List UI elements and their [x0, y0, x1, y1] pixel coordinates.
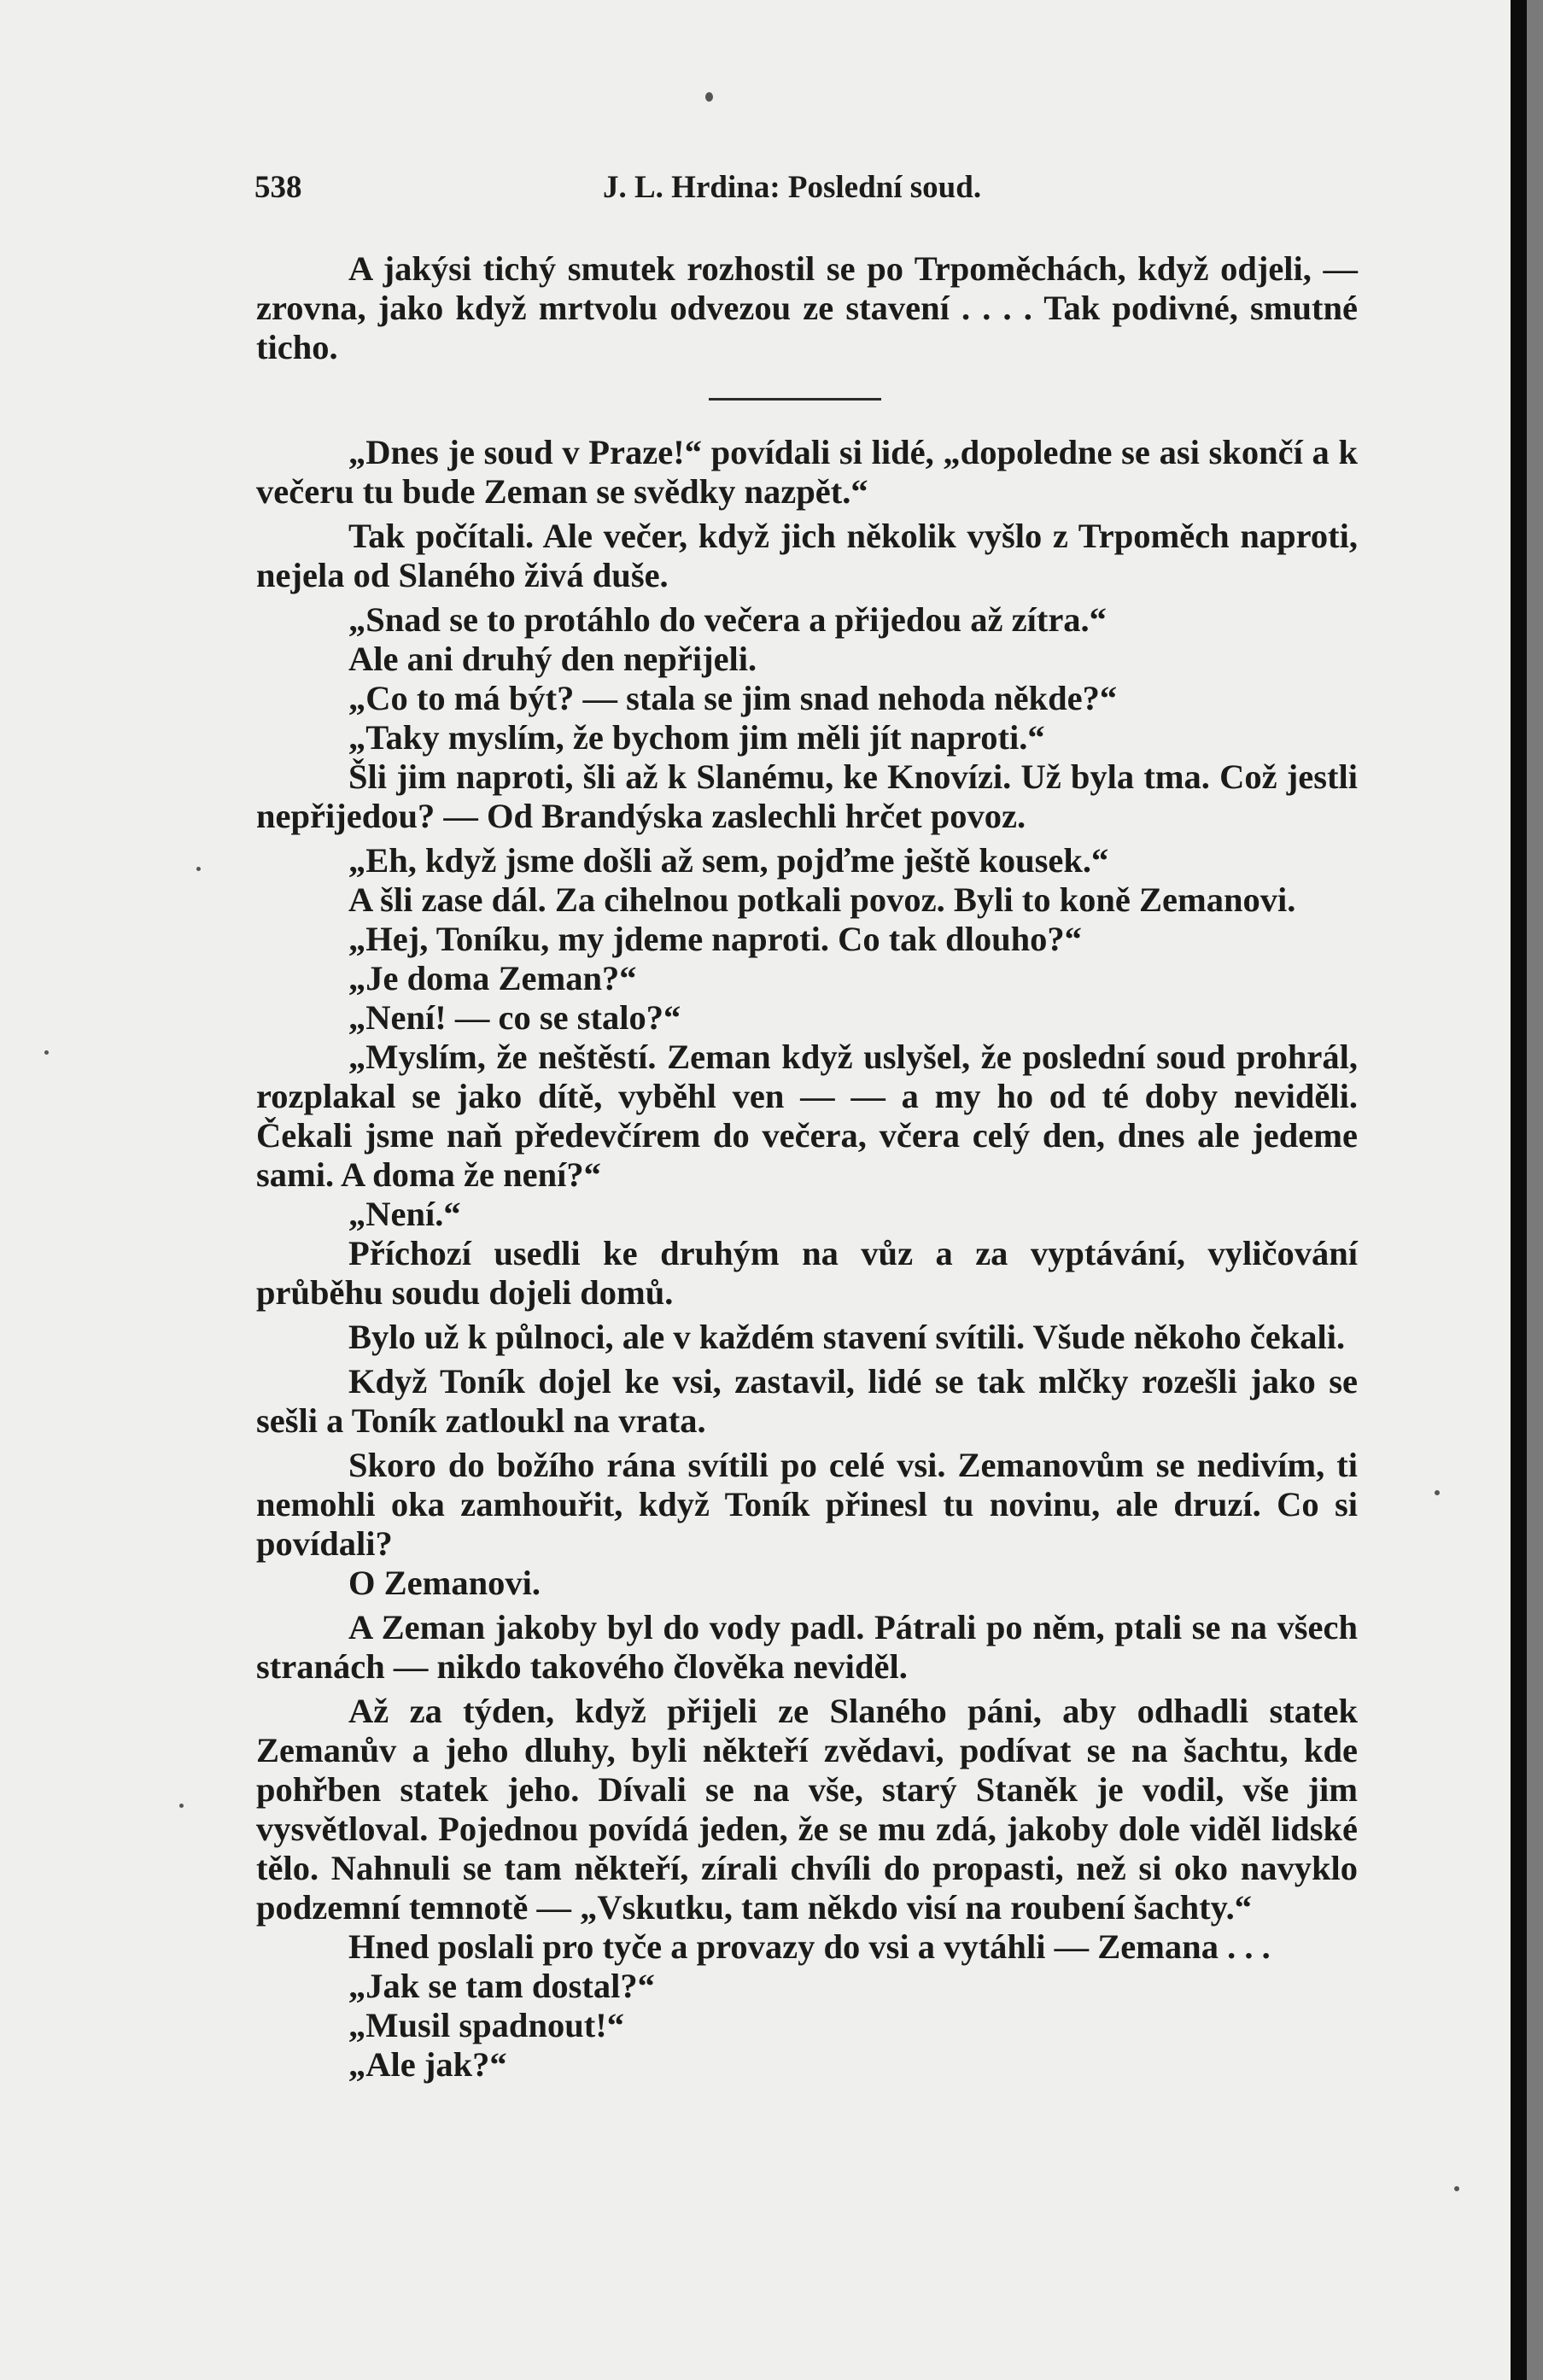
paragraph: „Taky myslím, že bychom jim měli jít naproti.“ [348, 718, 1045, 757]
paragraph: „Ale jak?“ [348, 2045, 507, 2084]
section-separator [709, 398, 881, 401]
paragraph: A Zeman jakoby byl do vody padl. Pátrali po něm, ptali se na všech stranách — nikdo takového člověka neviděl. [256, 1608, 1358, 1686]
paragraph: „Není! — co se stalo?“ [348, 998, 681, 1037]
paragraph: Tak počítali. Ale večer, když jich několik vyšlo z Trpoměch naproti, nejela od Slaného živá duše. [256, 517, 1358, 594]
paragraph: Šli jim naproti, šli až k Slanému, ke Knovízi. Už byla tma. Což jestli nepřijedou? — Od Brandýska zaslechli hrčet povoz. [256, 757, 1358, 835]
paper-speck [1454, 2186, 1459, 2191]
paragraph: Ale ani druhý den nepřijeli. [348, 640, 757, 678]
paragraph: „Musil spadnout!“ [348, 2006, 624, 2044]
paragraph: „Je doma Zeman?“ [348, 959, 637, 997]
paragraph: Skoro do božího rána svítili po celé vsi. Zemanovům se nedivím, ti nemohli oka zamhouřit, když Toník přinesl tu novinu, ale druzí. Co si povídali? [256, 1446, 1358, 1563]
paragraph: Až za týden, když přijeli ze Slaného páni, aby odhadli statek Zemanův a jeho dluhy, byli někteří zvědavi, podívat se na šachtu, kde pohřben statek jeho. Dívali se na vše, starý Staněk je vodil, vše jim vysvětloval. Pojednou povídá jeden, že se mu zdá, jakoby dole viděl lidské tělo. Nahnuli se tam někteří, zírali chvíli do propasti, než si oko navyklo podzemní temnotě — „Vskutku, tam někdo visí na roubení šachty.“ [256, 1692, 1358, 1927]
paragraph: A šli zase dál. Za cihelnou potkali povoz. Byli to koně Zemanovi. [348, 880, 1296, 919]
running-title: J. L. Hrdina: Poslední soud. [603, 170, 982, 205]
paragraph: „Jak se tam dostal?“ [348, 1967, 655, 2005]
paragraph: „Eh, když jsme došli až sem, pojďme ještě kousek.“ [348, 841, 1109, 880]
paragraph: „Hej, Toníku, my jdeme naproti. Co tak dlouho?“ [348, 920, 1082, 958]
running-head [254, 169, 1356, 212]
paragraph: Hned poslali pro tyče a provazy do vsi a vytáhli — Zemana . . . [348, 1927, 1271, 1966]
paragraph: „Myslím, že neštěstí. Zeman když uslyšel, že poslední soud prohrál, rozplakal se jako dítě, vyběhl ven — — a my ho od té doby neviděli. Čekali jsme naň předevčírem do večera, včera celý den, dnes ale jedeme sami. A doma že není?“ [256, 1038, 1358, 1194]
paragraph: „Není.“ [348, 1195, 461, 1233]
page-number: 538 [254, 170, 302, 205]
paragraph: A jakýsi tichý smutek rozhostil se po Trpoměchách, když odjeli, — zrovna, jako když mrtvolu odvezou ze stavení . . . . Tak podivné, smutné ticho. [256, 249, 1358, 366]
body-text [256, 249, 1358, 2085]
paragraph: „Co to má být? — stala se jim snad nehoda někde?“ [348, 679, 1118, 717]
paper-speck [1435, 1490, 1440, 1495]
paper-speck [705, 92, 713, 102]
paper-speck [196, 867, 201, 871]
paragraph: Když Toník dojel ke vsi, zastavil, lidé se tak mlčky rozešli jako se sešli a Toník zatloukl na vrata. [256, 1362, 1358, 1440]
paragraph: O Zemanovi. [348, 1564, 541, 1602]
paragraph: „Snad se to protáhlo do večera a přijedou až zítra.“ [348, 600, 1107, 639]
paper-speck [44, 1050, 49, 1055]
paragraph: „Dnes je soud v Praze!“ povídali si lidé, „dopoledne se asi skončí a k večeru tu bude Zeman se svědky nazpět.“ [256, 433, 1358, 511]
paper-speck [179, 1804, 184, 1808]
paragraph: Bylo už k půlnoci, ale v každém stavení svítili. Všude někoho čekali. [348, 1318, 1346, 1356]
paragraph: Příchozí usedli ke druhým na vůz a za vyptávání, vyličování průběhu soudu dojeli domů. [256, 1234, 1358, 1312]
